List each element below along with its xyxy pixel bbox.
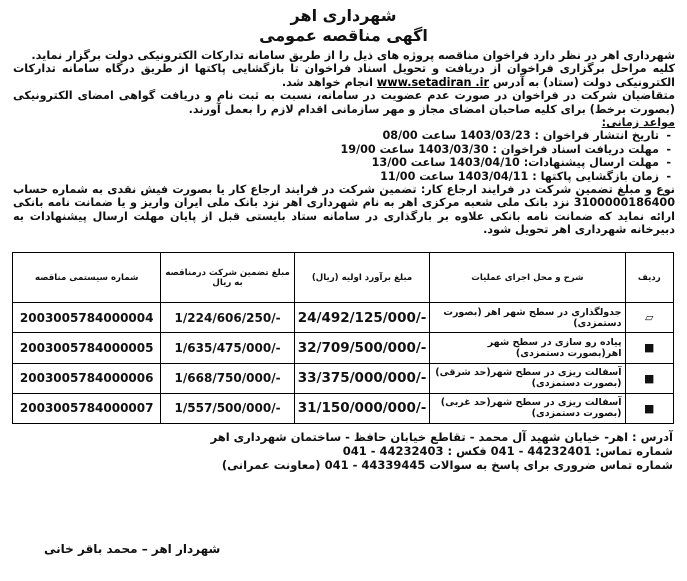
row-desc: آسفالت ریزی در سطح شهر(حد شرقی) (بصورت دستمزدی): [430, 363, 625, 393]
intro-p2-tail: انجام خواهد شد.: [281, 75, 374, 89]
intro-paragraph-3: متقاضیان شرکت در فراخوان در صورت عدم عضویت در سامانه، نسبت به ثبت نام و دریافت گواهی امضای الکترونیکی (بصورت برخط) برای کلیه صاحبان امضای مجاز و مهر سازمانی اقدام لازم را بعمل آورند.: [13, 89, 675, 116]
col-header-desc: شرح و محل اجرای عملیات: [430, 253, 625, 303]
guarantee-text: نوع و مبلغ تضمین شرکت در فرایند ارجاع کار: تضمین شرکت در فرایند ارجاع کار یا بصورت فیش نقدی به شماره حساب: [13, 183, 675, 197]
notice-body: [13, 49, 675, 237]
row-estimate: 24/492/125/000/-: [294, 303, 430, 333]
row-estimate: 31/150/000/000/-: [294, 393, 430, 423]
schedule-list: [13, 129, 675, 183]
row-guarantee: 1/635/475/000/-: [161, 333, 294, 363]
address-line: آدرس : اهر- خیابان شهید آل محمد - تقاطع خیابان حافظ - ساختمان شهرداری اهر: [210, 430, 673, 444]
schedule-item-docs: - مهلت دریافت اسناد فراخوان : 1403/03/30 ساعت 19/00: [13, 143, 659, 156]
row-marker-icon: ■: [625, 333, 673, 363]
contact-footer: [13, 430, 673, 472]
guarantee-text-tail: نزد بانک ملی شعبه مرکزی اهر به نام شهرداری اهر نزد بانک ملی ایران واریز و یا ضمانت نامه بانکی ارائه نماید که ضمانت نامه بانکی علاوه بر بارگذاری در سامانه ستاد بایستی قبل از پایان مهلت ارسال پیشنهادات به دبیرخانه شهرداری اهر تحویل شود.: [13, 196, 675, 237]
table-row: [13, 333, 674, 363]
row-system-no: 2003005784000007: [13, 393, 161, 423]
row-desc: پیاده رو سازی در سطح شهر اهر(بصورت دستمزدی): [430, 333, 625, 363]
guarantee-paragraph: [13, 183, 675, 237]
row-system-no: 2003005784000005: [13, 333, 161, 363]
intro-paragraph-2: [13, 62, 675, 89]
table-row: [13, 393, 674, 423]
row-estimate: 32/709/500/000/-: [294, 333, 430, 363]
row-guarantee: 1/224/606/250/-: [161, 303, 294, 333]
row-desc: جدولگذاری در سطح شهر اهر (بصورت دستمزدی): [430, 303, 625, 333]
row-marker-icon: ▱: [625, 303, 673, 333]
col-header-row: ردیف: [625, 253, 673, 303]
schedule-heading: مواعد زمانی:: [601, 116, 675, 130]
notice-header: [0, 6, 687, 46]
col-header-guarantee: مبلغ تضمین شرکت درمناقصه به ریال: [161, 253, 294, 303]
col-header-estimate: مبلغ برآورد اولیه (ریال): [294, 253, 430, 303]
row-marker-icon: ■: [625, 393, 673, 423]
col-header-system-no: شماره سیستمی مناقصه: [13, 253, 161, 303]
account-number: 3100000186400: [573, 196, 675, 210]
row-desc: آسفالت ریزی در سطح شهر(حد غربی) (بصورت دستمزدی): [430, 393, 625, 423]
intro-paragraph-1: شهرداری اهر در نظر دارد فراخوان مناقصه پروژه های ذیل را از طریق سامانه تدارکات الکترونیکی دولت برگزار نماید.: [31, 49, 675, 62]
row-guarantee: 1/557/500/000/-: [161, 393, 294, 423]
tender-table: [12, 252, 674, 424]
table-row: [13, 363, 674, 393]
schedule-item-submit: - مهلت ارسال پیشنهادات: 1403/04/10 ساعت 13/00: [13, 156, 659, 169]
emergency-line: شماره تماس ضروری برای پاسخ به سوالات 44339445 - 041 (معاونت عمرانی): [221, 458, 673, 472]
table-header-row: [13, 253, 674, 303]
schedule-item-publish: - تاریخ انتشار فراخوان : 1403/03/23 ساعت 08/00: [13, 129, 659, 142]
notice-title: شهرداری اهر: [290, 6, 397, 25]
notice-subtitle: اگهی مناقصه عمومی: [259, 26, 428, 45]
row-guarantee: 1/668/750/000/-: [161, 363, 294, 393]
schedule-item-opening: - زمان بازگشایی پاکتها : 1403/04/11 ساعت 11/00: [13, 170, 659, 183]
row-system-no: 2003005784000006: [13, 363, 161, 393]
row-marker-icon: ■: [625, 363, 673, 393]
setad-website-link[interactable]: www.setadiran .ir: [376, 75, 489, 89]
phone-line: شماره تماس: 44232401 - 041 فکس : 44232403 - 041: [342, 444, 673, 458]
table-row: [13, 303, 674, 333]
intro-p2-text: کلیه مراحل برگزاری فراخوان از دریافت و تحویل اسناد فراخوان تا بازگشایی پاکتها از طریق درگاه سامانه تدارکات الکترونیکی دولت (ستاد) به آدرس: [13, 62, 675, 89]
row-estimate: 33/375/000/000/-: [294, 363, 430, 393]
mayor-signature: شهردار اهر – محمد باقر خانی: [44, 542, 221, 556]
row-system-no: 2003005784000004: [13, 303, 161, 333]
